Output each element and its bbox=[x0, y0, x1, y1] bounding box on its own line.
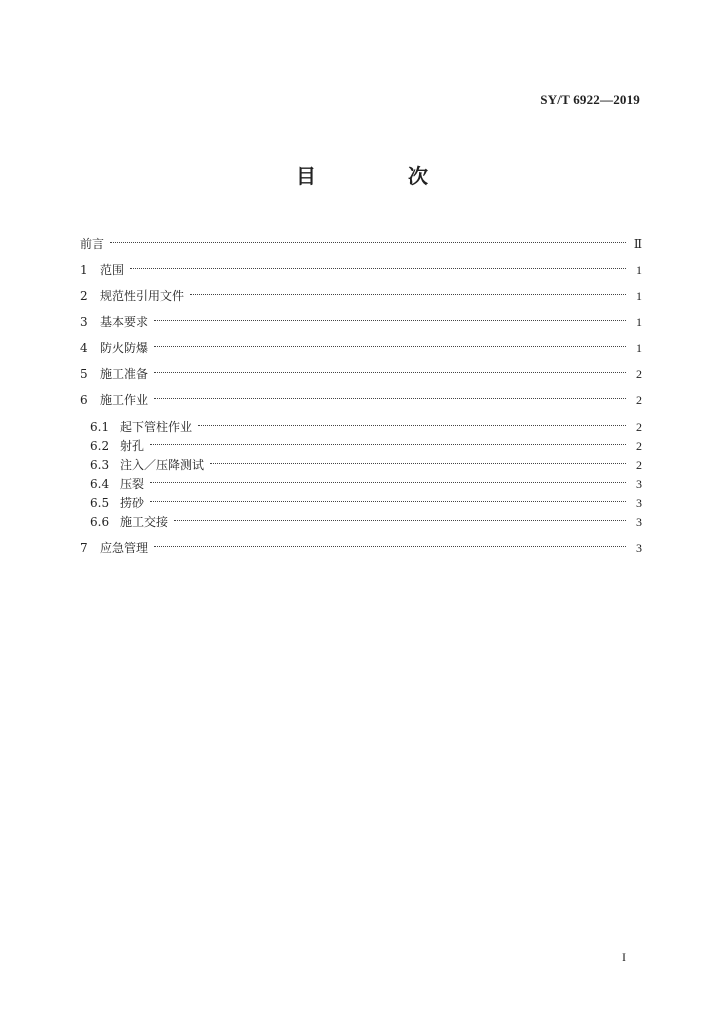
toc-page-number: 1 bbox=[636, 315, 642, 329]
toc-page-number: 3 bbox=[636, 477, 642, 491]
toc-page-number: 1 bbox=[636, 289, 642, 303]
toc-label: 范围 bbox=[100, 263, 125, 277]
toc-number: 6 bbox=[80, 393, 88, 407]
toc-label: 基本要求 bbox=[100, 315, 149, 329]
toc-leader-dots bbox=[174, 508, 630, 526]
toc-page-number: 1 bbox=[636, 341, 642, 355]
toc-label: 前言 bbox=[80, 237, 105, 251]
toc-number: 2 bbox=[80, 289, 88, 303]
standard-code: SY/T 6922—2019 bbox=[540, 92, 640, 107]
toc-number: 3 bbox=[80, 315, 88, 329]
toc-label: 射孔 bbox=[120, 439, 145, 453]
toc-entry-4[interactable] bbox=[80, 334, 642, 355]
toc-leader-dots bbox=[110, 230, 630, 248]
toc-entry-foreword[interactable] bbox=[80, 230, 642, 251]
toc-page-number: 2 bbox=[636, 439, 642, 453]
toc-leader-dots bbox=[154, 334, 630, 352]
toc-page-number: 1 bbox=[636, 263, 642, 277]
toc-number: 6.6 bbox=[90, 515, 110, 529]
toc-entry-6-3[interactable] bbox=[90, 451, 642, 472]
toc-page-number: 3 bbox=[636, 496, 642, 510]
toc-label: 起下管柱作业 bbox=[120, 420, 193, 434]
toc-entry-6-5[interactable] bbox=[90, 489, 642, 510]
toc-leader-dots bbox=[154, 534, 630, 552]
toc-entry-6-4[interactable] bbox=[90, 470, 642, 491]
toc-entry-6[interactable] bbox=[80, 386, 642, 407]
toc-entry-6-1[interactable] bbox=[90, 413, 642, 434]
toc-label: 施工准备 bbox=[100, 367, 149, 381]
toc-page-number: 2 bbox=[636, 393, 642, 407]
toc-number: 6.3 bbox=[90, 458, 110, 472]
toc-leader-dots bbox=[150, 432, 630, 450]
toc-leader-dots bbox=[154, 308, 630, 326]
toc-number: 4 bbox=[80, 341, 88, 355]
toc-label: 防火防爆 bbox=[100, 341, 149, 355]
toc-label: 捞砂 bbox=[120, 496, 145, 510]
toc-page-number: 2 bbox=[636, 458, 642, 472]
toc-leader-dots bbox=[210, 451, 630, 469]
toc-leader-dots bbox=[154, 386, 630, 404]
toc-label: 注入／压降测试 bbox=[120, 458, 205, 472]
toc-page-number: 2 bbox=[636, 420, 642, 434]
toc-number: 6.1 bbox=[90, 420, 110, 434]
toc-leader-dots bbox=[190, 282, 630, 300]
toc-entry-5[interactable] bbox=[80, 360, 642, 381]
toc-number: 6.2 bbox=[90, 439, 110, 453]
toc-entry-7[interactable] bbox=[80, 534, 642, 555]
toc-label: 施工交接 bbox=[120, 515, 169, 529]
toc-leader-dots bbox=[150, 470, 630, 488]
toc-label: 压裂 bbox=[120, 477, 145, 491]
toc-label: 应急管理 bbox=[100, 541, 149, 555]
toc-entry-3[interactable] bbox=[80, 308, 642, 329]
toc-page-number: 3 bbox=[636, 541, 642, 555]
toc-label: 规范性引用文件 bbox=[100, 289, 185, 303]
toc-number: 5 bbox=[80, 367, 88, 381]
toc-entry-2[interactable] bbox=[80, 282, 642, 303]
toc-number: 6.4 bbox=[90, 477, 110, 491]
toc-leader-dots bbox=[198, 413, 630, 431]
toc-entry-6-2[interactable] bbox=[90, 432, 642, 453]
toc-leader-dots bbox=[154, 360, 630, 378]
toc-number: 6.5 bbox=[90, 496, 110, 510]
toc-label: 施工作业 bbox=[100, 393, 149, 407]
toc-leader-dots bbox=[150, 489, 630, 507]
toc-entry-6-6[interactable] bbox=[90, 508, 642, 529]
toc-page-number: 2 bbox=[636, 367, 642, 381]
toc-page-number: 3 bbox=[636, 515, 642, 529]
page-number: I bbox=[622, 950, 626, 964]
toc-number: 1 bbox=[80, 263, 88, 277]
toc-leader-dots bbox=[130, 256, 630, 274]
page-title: 目 次 bbox=[296, 164, 464, 188]
toc-page-number: Ⅱ bbox=[633, 237, 642, 251]
toc-entry-1[interactable] bbox=[80, 256, 642, 277]
toc-number: 7 bbox=[80, 541, 88, 555]
